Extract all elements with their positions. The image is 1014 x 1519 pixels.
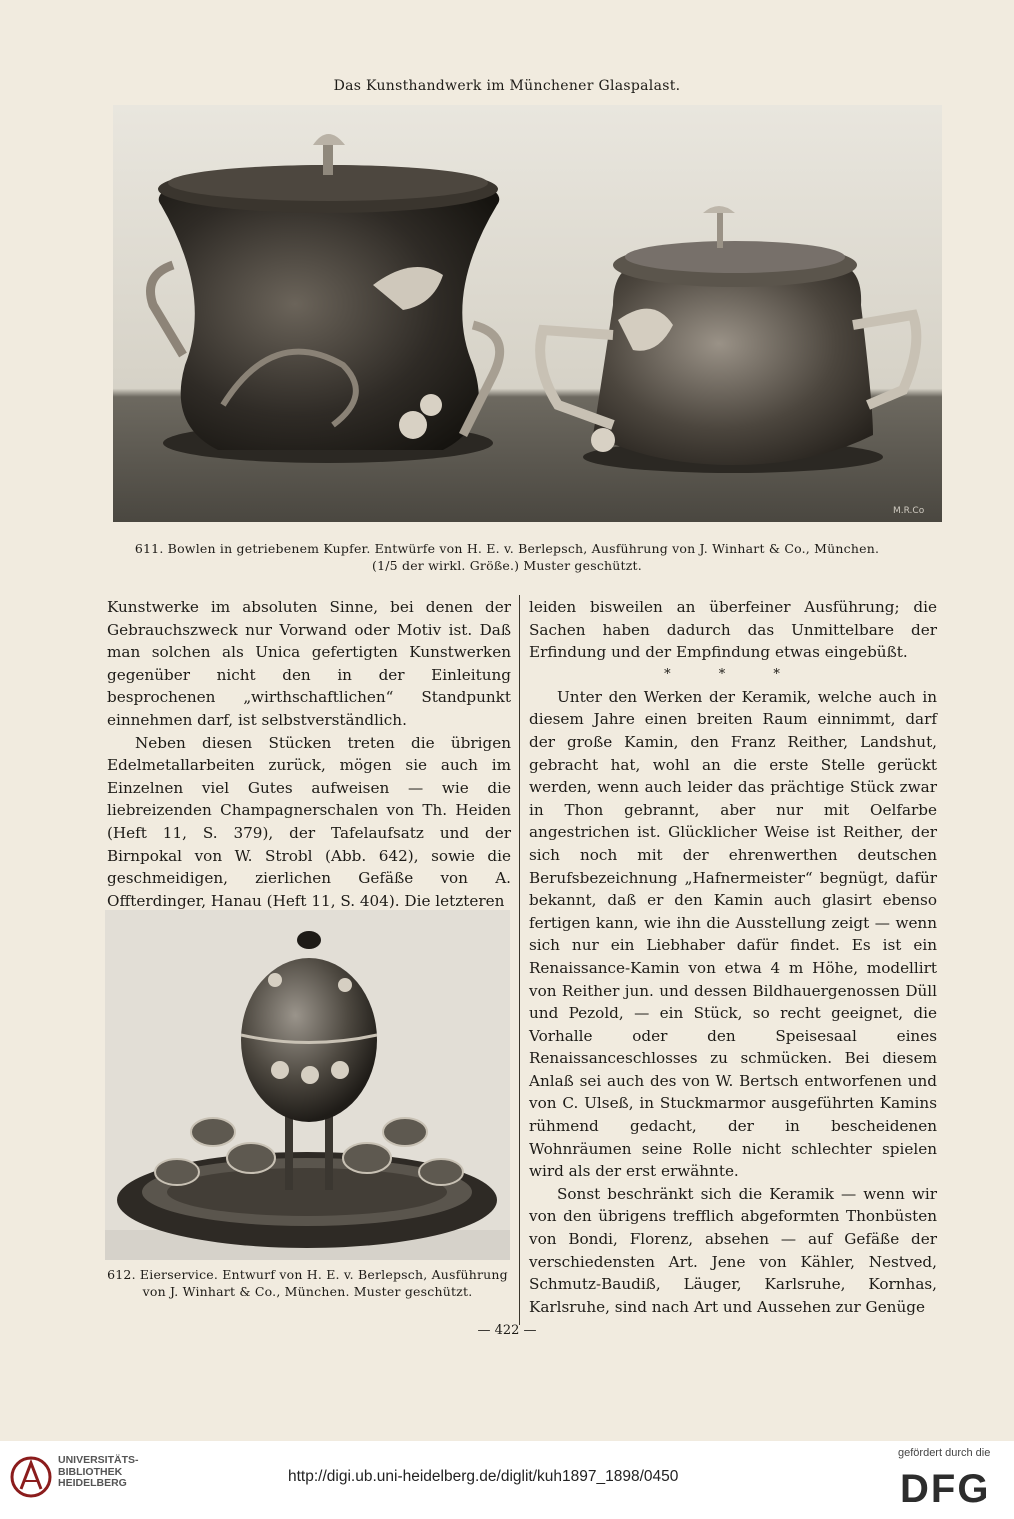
university-seal-icon [10, 1453, 52, 1501]
engraver-signature: M.R.Co [893, 506, 925, 516]
figure-611-caption-line1: 611. Bowlen in getriebenem Kupfer. Entwürfe von H. E. v. Berlepsch, Ausführung von J. Winhart & Co., München. [134, 541, 880, 556]
figure-612-caption-line2: von J. Winhart & Co., München. Muster geschützt. [142, 1284, 473, 1299]
figure-611-caption [80, 540, 934, 574]
left-paragraph-1: Kunstwerke im absoluten Sinne, bei denen der Gebrauchszweck nur Vorwand oder Motiv ist. Daß man solchen als Unica gefertigten Kunstwerken gegenüber nicht den in der Einleitung besprochenen „wirthschaftlichen“ Standpunkt einnehmen darf, ist selbstverständlich. [107, 598, 511, 729]
right-column [529, 596, 937, 1318]
library-name-line3: HEIDELBERG [58, 1477, 127, 1489]
left-paragraph-2: Neben diesen Stücken treten die übrigen Edelmetallarbeiten zurück, mögen sie auch im Einzelnen viel Gutes aufweisen — wie die liebreizenden Champagnerschalen von Th. Heiden (Heft 11, S. 379), der Tafelaufsatz und der Birnpokal von W. Strobl (Abb. 642), sowie die geschmeidigen, zierlichen Gefäße von A. Offterdinger, Hanau (Heft 11, S. 404). Die letzteren [107, 733, 511, 910]
right-paragraph-3: Sonst beschränkt sich die Keramik — wenn wir von den übrigens trefflich abgeformten Thonbüsten von Bondi, Florenz, absehen — auf Gefäße der verschiedensten Art. Jene von Kähler, Nestved, Schmutz-Baudiß, Läuger, Karlsruhe, Kornhas, Karlsruhe, sind nach Art und Aussehen zur Genüge [529, 1184, 937, 1316]
figure-612-caption [100, 1266, 515, 1300]
permalink-url[interactable]: http://digi.ub.uni-heidelberg.de/diglit/kuh1897_1898/0450 [288, 1468, 679, 1485]
section-separator: * * * [664, 666, 802, 682]
figure-612-caption-line1: 612. Eierservice. Entwurf von H. E. v. Berlepsch, Ausführung [107, 1267, 508, 1282]
library-name-line2: BIBLIOTHEK [58, 1465, 123, 1478]
library-name[interactable] [58, 1455, 139, 1490]
left-column [107, 596, 511, 912]
figure-612-photo [105, 910, 510, 1260]
running-title: Das Kunsthandwerk im Münchener Glaspalast. [333, 78, 681, 94]
left-bowl [151, 134, 500, 463]
column-divider [519, 595, 520, 1325]
bowls-illustration [113, 105, 942, 522]
page-number: — 422 — [477, 1323, 537, 1338]
figure-611-caption-line2: (1/5 der wirkl. Größe.) Muster geschützt. [372, 558, 642, 573]
right-paragraph-1: leiden bisweilen an überfeiner Ausführung; die Sachen haben dadurch das Unmittelbare der Erfindung und der Empfindung etwas eingebüßt. [529, 598, 937, 662]
figure-611-photo [113, 105, 942, 522]
egg-service-illustration [105, 910, 510, 1260]
right-paragraph-2: Unter den Werken der Keramik, welche auch in diesem Jahre einen breiten Raum einnimmt, darf der große Kamin, den Franz Reither, Landshut, gebracht hat, wohl an die erste Stelle gerückt werden, wenn auch leider das prächtige Stück zwar in Thon gebrannt, aber nur mit Oelfarbe angestrichen ist. Glücklicher Weise ist Reither, der sich noch mit der ehrenwerthen deutschen Berufsbezeichnung „Hafnermeister“ begnügt, dafür bekannt, daß er den Kamin auch glasirt ebenso fertigen kann, wie ihn die Ausstellung zeigt — wenn sich nur ein Liebhaber dafür findet. Es ist ein Renaissance-Kamin von etwa 4 m Höhe, modellirt von Reither jun. und dessen Bildhauergenossen Düll und Pezold, — ein Stück, so recht geeignet, die Vorhalle oder den Speisesaal eines Renaissanceschlosses zu schmücken. Bei diesem Anlaß sei auch des von W. Bertsch entworfenen und von C. Ulseß, in Stuckmarmor ausgeführten Kamins rühmend gedacht, der in bescheidenen Wohnräumen seine Rolle nicht schlechter spielen wird als der erst erwähnte. [529, 687, 937, 1181]
library-name-line1: UNIVERSITÄTS- [58, 1454, 139, 1466]
dfg-logo[interactable]: DFG [900, 1467, 991, 1511]
funding-note: gefördert durch die [898, 1447, 991, 1459]
